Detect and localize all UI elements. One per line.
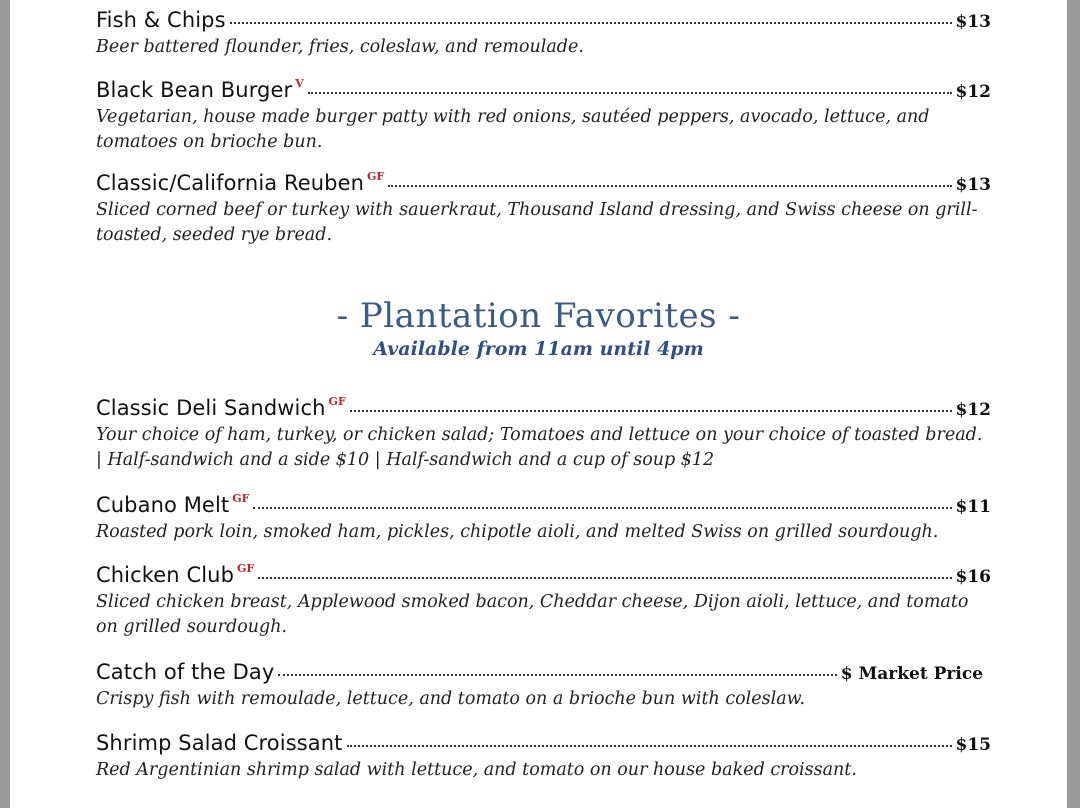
menu-item-fish-chips: [96, 8, 991, 60]
menu-item-chicken-club: [96, 563, 991, 640]
item-description: Red Argentinian shrimp salad with lettuce, and tomato on our house baked croissant.: [96, 760, 857, 780]
dot-leader: [253, 507, 951, 509]
item-name: Cubano Melt: [96, 493, 230, 517]
item-price: $11: [955, 497, 991, 517]
section-subtitle: Available from 11am until 4pm: [373, 338, 704, 360]
item-name: Catch of the Day: [96, 660, 275, 684]
item-name: Fish & Chips: [96, 8, 226, 32]
item-price: $12: [955, 82, 991, 102]
item-price: $16: [955, 567, 991, 587]
dot-leader: [308, 92, 952, 94]
menu-item-catch-of-the-day: [96, 660, 983, 712]
dot-leader: [278, 674, 836, 676]
item-name: Chicken Club: [96, 563, 235, 587]
gluten-free-tag: GF: [237, 562, 255, 575]
dot-leader: [258, 577, 951, 579]
gluten-free-tag: GF: [232, 492, 250, 505]
menu-item-shrimp-salad-croissant: [96, 731, 991, 783]
menu-item-classic-deli: [96, 396, 991, 473]
item-description: Sliced corned beef or turkey with sauerkraut, Thousand Island dressing, and Swiss cheese on grill-toasted, seeded rye bread.: [96, 200, 978, 245]
menu-item-black-bean-burger: [96, 78, 991, 155]
item-description: Your choice of ham, turkey, or chicken salad; Tomatoes and lettuce on your choice of toasted bread. | Half-sandwich and a side $10 | Half-sandwich and a cup of soup $12: [96, 425, 983, 470]
item-price: $ Market Price: [840, 664, 983, 684]
dot-leader: [347, 745, 952, 747]
item-name: Classic/California Reuben: [96, 171, 365, 195]
item-description: Sliced chicken breast, Applewood smoked bacon, Cheddar cheese, Dijon aioli, lettuce, and tomato on grilled sourdough.: [96, 592, 969, 637]
dot-leader: [350, 410, 952, 412]
item-description: Beer battered flounder, fries, coleslaw, and remoulade.: [96, 37, 584, 57]
gluten-free-tag: GF: [367, 170, 385, 183]
item-name: Black Bean Burger: [96, 78, 293, 102]
item-price: $15: [955, 735, 991, 755]
dot-leader: [230, 22, 952, 24]
item-name: Classic Deli Sandwich: [96, 396, 326, 420]
item-name: Shrimp Salad Croissant: [96, 731, 343, 755]
menu-page: [10, 0, 1067, 808]
dot-leader: [388, 185, 951, 187]
item-description: Vegetarian, house made burger patty with red onions, sautéed peppers, avocado, lettuce, and tomatoes on brioche bun.: [96, 107, 930, 152]
item-description: Roasted pork loin, smoked ham, pickles, chipotle aioli, and melted Swiss on grilled sourdough.: [96, 522, 939, 542]
item-description: Crispy fish with remoulade, lettuce, and tomato on a brioche bun with coleslaw.: [96, 689, 806, 709]
gluten-free-tag: GF: [328, 395, 346, 408]
item-price: $13: [955, 12, 991, 32]
vegetarian-tag: V: [295, 77, 304, 90]
section-title: - Plantation Favorites -: [336, 296, 741, 336]
item-price: $13: [955, 175, 991, 195]
menu-item-cubano-melt: [96, 493, 991, 545]
item-price: $12: [955, 400, 991, 420]
menu-item-reuben: [96, 171, 991, 248]
section-heading: [10, 296, 1067, 360]
